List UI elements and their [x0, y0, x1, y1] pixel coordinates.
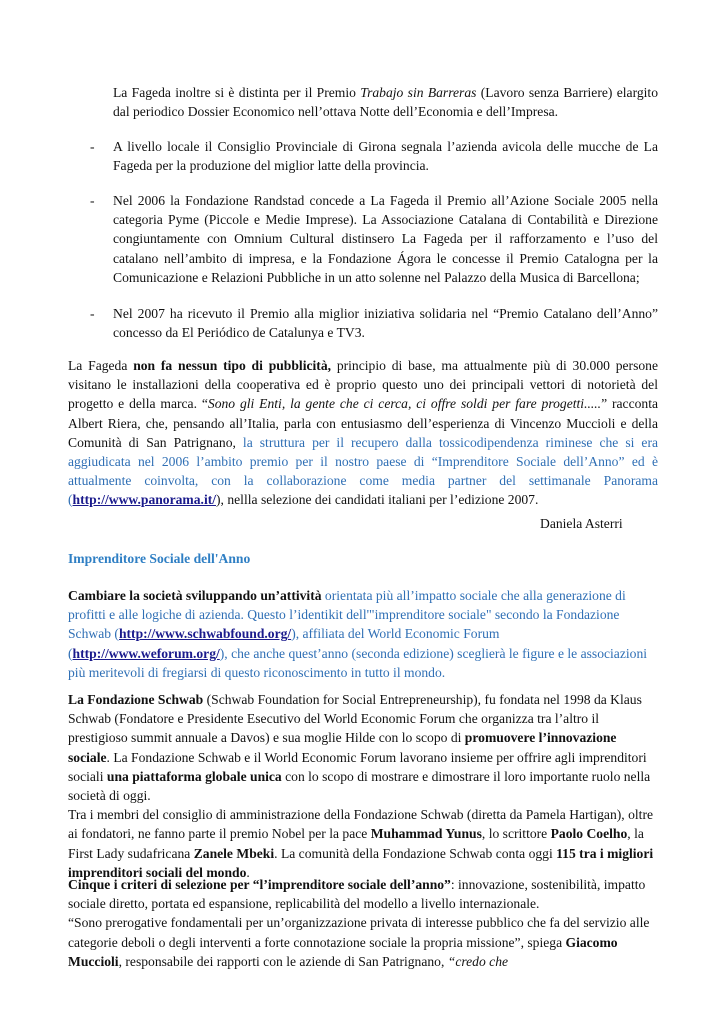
- fageda-paragraph: La Fageda non fa nessun tipo di pubblicità, principio di base, ma attualmente più di 30.000 persone visitano le installazioni della cooperativa ed è proprio questo uno dei principali vettori di notorietà del progetto e della marca. “Sono gli Enti, la gente che ci cerca, ci offre soldi per fare progetti.....” racconta Albert Riera, che, pensando all’Italia, parla con entusiasmo dell’esperienza di Vincenzo Muccioli e della Comunità di San Patrignano, la struttura per il recupero dalla tossicodipendenza riminese che si era aggiudicata nel 2006 l’ambito premio per il nostro paese di “Imprenditore Sociale dell’Anno” ed è attualmente coinvolta, con la collaborazione come media partner del settimanale Panorama (http://www.panorama.it/), nellla selezione dei candidati italiani per l’edizione 2007.: [68, 358, 659, 508]
- bullet-dash: -: [90, 193, 95, 208]
- schwab-intro-paragraph: Cambiare la società sviluppando un’attività orientata più all’impatto sociale che alla generazione di profitti e alle logiche di azienda. Questo l’identikit dell'"imprenditore sociale" secondo la Fondazione Schwab (http://www.schwabfound.org/), affiliata del World Economic Forum (http://www.weforum.org/), che anche quest’anno (seconda edizione) sceglierà le figure e le associazioni più meritevoli di fregiarsi di questo riconoscimento in tutto il mondo.: [68, 588, 648, 680]
- bullet-dash: -: [90, 306, 95, 321]
- author-signature: Daniela Asterri: [540, 516, 623, 531]
- schwab-foundation-paragraph: La Fondazione Schwab (Schwab Foundation for Social Entrepreneurship), fu fondata nel 1998 da Klaus Schwab (Fondatore e Presidente Esecutivo del World Economic Forum che organizza tra l’altro il prestigioso summit annuale a Davos) e sua moglie Hilde con lo scopo di promuovere l’innovazione sociale. La Fondazione Schwab e il World Economic Forum lavorano insieme per offrire agli imprenditori sociali una piattaforma globale unica con lo scopo di mostrare e dimostrare il loro importante ruolo nella società di oggi. Tra i membri del consiglio di amministrazione della Fondazione Schwab (diretta da Pamela Hartigan), oltre ai fondatori, ne fanno parte il premio Nobel per la pace Muhammad Yunus, lo scrittore Paolo Coelho, la First Lady sudafricana Zanele Mbeki. La comunità della Fondazione Schwab conta oggi 115 tra i migliori imprenditori sociali del mondo.: [68, 692, 654, 880]
- panorama-link[interactable]: http://www.panorama.it/: [72, 492, 217, 508]
- bullet-item: Nel 2007 ha ricevuto il Premio alla miglior iniziativa solidaria nel “Premio Catalano dell’Anno” concesso da El Periódico de Catalunya e TV3.: [113, 306, 658, 341]
- weforum-link[interactable]: http://www.weforum.org/: [72, 645, 220, 661]
- bullet-dash: -: [90, 139, 95, 154]
- criteria-paragraph: Cinque i criteri di selezione per “l’imprenditore sociale dell’anno”: innovazione, sostenibilità, impatto sociale diretto, portata ed espansione, replicabilità del modello a livello internazionale. “Sono prerogative fondamentali per un’organizzazione privata di interesse pubblico che fa del servizio alle categorie deboli o degli interventi a forte connotazione sociale la propria missione”, spiega Giacomo Muccioli, responsabile dei rapporti con le aziende di San Patrignano, “credo che: [68, 877, 650, 969]
- section-heading: Imprenditore Sociale dell'Anno: [68, 551, 251, 566]
- schwabfound-link[interactable]: http://www.schwabfound.org/: [118, 626, 292, 642]
- bullet-item: Nel 2006 la Fondazione Randstad concede a La Fageda il Premio all’Azione Sociale 2005 nella categoria Pyme (Piccole e Medie Imprese). La Associazione Catalana di Contabilità e Direzione congiuntamente con Omnium Cultural distinsero La Fageda per il rafforzamento e l’uso del catalano nell’ambito di impresa, e la Fondazione Ágora le concesse il Premio Catalogna per la Comunicazione e Relazioni Pubbliche in un atto solenne nel Palazzo della Musica di Barcellona;: [113, 193, 658, 285]
- bullet-item: A livello locale il Consiglio Provinciale di Girona segnala l’azienda avicola delle mucche de La Fageda per la produzione del miglior latte della provincia.: [113, 139, 658, 174]
- award-paragraph: La Fageda inoltre si è distinta per il Premio Trabajo sin Barreras (Lavoro senza Barriere) elargito dal periodico Dossier Economico nell’ottava Notte dell’Economia e dell’Impresa.: [113, 85, 658, 120]
